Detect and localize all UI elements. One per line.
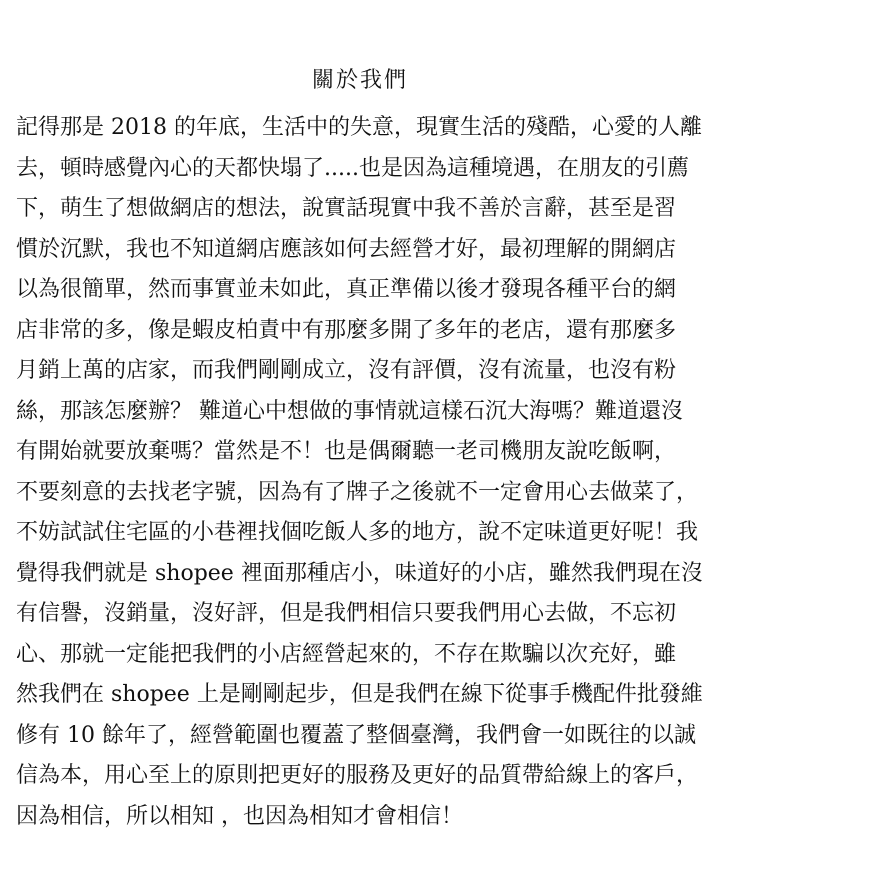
body-text [16, 108, 872, 837]
text-line: 下，萌生了想做網店的想法，說實話現實中我不善於言辭，甚至是習 [16, 196, 677, 221]
text-line: 不妨試試住宅區的小巷裡找個吃飯人多的地方，說不定味道更好呢！我 [16, 520, 699, 545]
text-line: 然我們在 shopee 上是剛剛起步，但是我們在線下從事手機配件批發維 [16, 682, 703, 707]
text-line: 月銷上萬的店家，而我們剛剛成立，沒有評價，沒有流量，也沒有粉 [16, 358, 677, 383]
text-line: 有信譽，沒銷量，沒好評，但是我們相信只要我們用心去做，不忘初 [16, 601, 677, 626]
text-line: 慣於沉默，我也不知道網店應該如何去經營才好，最初理解的開網店 [16, 236, 677, 262]
text-line: 以為很簡單，然而事實並未如此，真正準備以後才發現各種平台的網 [16, 277, 677, 302]
text-line: 不要刻意的去找老字號，因為有了牌子之後就不一定會用心去做菜了， [16, 479, 699, 505]
text-line: 信為本，用心至上的原則把更好的服務及更好的品質帶給線上的客戶， [16, 763, 699, 788]
text-line: 絲，那該怎麼辦？ 難道心中想做的事情就這樣石沉大海嗎？難道還沒 [16, 398, 683, 424]
text-line: 去，頓時感覺內心的天都快塌了.....也是因為這種境遇，在朋友的引薦 [16, 155, 689, 181]
text-line: 心、那就一定能把我們的小店經營起來的，不存在欺騙以次充好，雖 [16, 641, 677, 667]
text-line: 店非常的多，像是蝦皮柏責中有那麼多開了多年的老店，還有那麼多 [16, 317, 677, 343]
page-title: 關於我們 [312, 68, 409, 93]
text-line: 因為相信，所以相知 ，也因為相知才會相信！ [16, 803, 463, 829]
text-line: 記得那是 2018 的年底，生活中的失意，現實生活的殘酷，心愛的人離 [16, 115, 702, 140]
text-line: 修有 10 餘年了，經營範圍也覆蓋了整個臺灣，我們會一如既往的以誠 [16, 722, 696, 748]
text-line: 有開始就要放棄嗎？當然是不！也是偶爾聽一老司機朋友說吃飯啊， [16, 439, 677, 464]
text-line: 覺得我們就是 shopee 裡面那種店小，味道好的小店，雖然我們現在沒 [16, 560, 703, 586]
